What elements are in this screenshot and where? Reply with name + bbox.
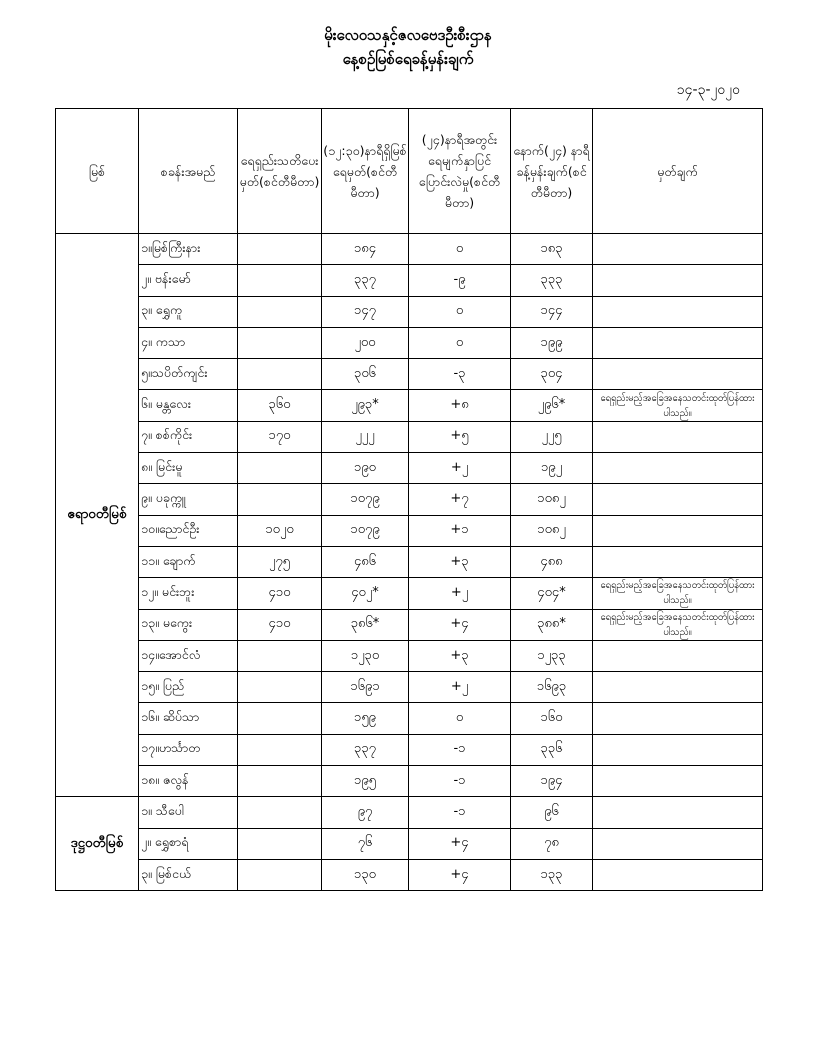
table-row <box>56 265 763 296</box>
change-cell: -၃ <box>409 359 511 390</box>
station-cell: ၇။ စစ်ကိုင်း <box>139 421 238 452</box>
danger-level-cell <box>238 453 322 484</box>
table-header-row <box>56 109 763 234</box>
forecast-cell: ၁၉၂ <box>511 453 593 484</box>
station-cell: ၁၅။ ပြည် <box>139 672 238 703</box>
remark-cell <box>593 515 763 546</box>
station-cell: ၉။ ပခုက္ကူ <box>139 484 238 515</box>
table-row <box>56 421 763 452</box>
remark-cell <box>593 327 763 358</box>
remark-cell <box>593 640 763 671</box>
change-cell: -၁ <box>409 766 511 797</box>
change-cell: +၂ <box>409 672 511 703</box>
danger-level-cell <box>238 234 322 265</box>
change-cell: +၂ <box>409 578 511 609</box>
forecast-cell: ၄၈၈ <box>511 546 593 577</box>
forecast-cell: ၁၈၃ <box>511 234 593 265</box>
water-level-cell: ၃၈၆* <box>322 609 409 640</box>
change-cell: +၄ <box>409 859 511 890</box>
danger-level-cell: ၂၇၅ <box>238 546 322 577</box>
station-cell: ၁၀။ညောင်ဦး <box>139 515 238 546</box>
table-row <box>56 828 763 859</box>
danger-level-cell <box>238 296 322 327</box>
water-level-cell: ၂၀၀ <box>322 327 409 358</box>
forecast-cell: ၁၉၄ <box>511 766 593 797</box>
table-row <box>56 578 763 609</box>
danger-level-cell <box>238 797 322 828</box>
water-level-cell: ၁၉၅ <box>322 766 409 797</box>
change-cell: +၁ <box>409 515 511 546</box>
water-level-cell: ၄၈၆ <box>322 546 409 577</box>
remark-cell: ရေရှည်းမည့်အခြေအနေသတင်းထုတ်ပြန်ထားပါသည်။ <box>593 390 763 421</box>
remark-cell <box>593 234 763 265</box>
table-row <box>56 703 763 734</box>
water-level-cell: ၉၇ <box>322 797 409 828</box>
header-river: မြစ် <box>56 109 139 234</box>
water-level-cell: ၄၀၂* <box>322 578 409 609</box>
change-cell: ၀ <box>409 296 511 327</box>
water-level-cell: ၁၉၀ <box>322 453 409 484</box>
danger-level-cell <box>238 734 322 765</box>
table-row <box>56 359 763 390</box>
forecast-cell: ၁၀၈၂ <box>511 515 593 546</box>
water-level-cell: ၂၂၂ <box>322 421 409 452</box>
header-forecast: နောက်(၂၄) နာရီခန့်မှန်းချက်(စင်တီမီတာ) <box>511 109 593 234</box>
forecast-cell: ၃၀၄ <box>511 359 593 390</box>
table-row <box>56 672 763 703</box>
table-row <box>56 296 763 327</box>
report-date: ၁၄-၃-၂၀၂၀ <box>676 82 740 98</box>
station-cell: ၆။ မန္တလေး <box>139 390 238 421</box>
forecast-cell: ၁၀၈၂ <box>511 484 593 515</box>
remark-cell <box>593 546 763 577</box>
document-title: မိုးလေဝသနှင့်ဇလဗေဒဦးစီးဌာန <box>324 26 492 44</box>
header-water-level: (၁၂:၃၀)နာရီရှိမြစ်ရေမှတ်(စင်တီမီတာ) <box>322 109 409 234</box>
change-cell: -၉ <box>409 265 511 296</box>
forecast-cell: ၁၃၃ <box>511 859 593 890</box>
station-cell: ၁၆။ ဆိပ်သာ <box>139 703 238 734</box>
table-row <box>56 640 763 671</box>
remark-cell <box>593 797 763 828</box>
change-cell: +၃ <box>409 546 511 577</box>
remark-cell <box>593 421 763 452</box>
water-level-cell: ၇၆ <box>322 828 409 859</box>
change-cell: +၄ <box>409 828 511 859</box>
header-change-24h: (၂၄)နာရီအတွင်းရေမျက်နှာပြင်ပြောင်းလဲမှု(စင်တီမီတာ) <box>409 109 511 234</box>
forecast-cell: ၁၆၀ <box>511 703 593 734</box>
station-cell: ၁၁။ ချောက် <box>139 546 238 577</box>
document-subtitle: နေ့စဉ်မြစ်ရေခန့်မှန်းချက် <box>342 50 474 68</box>
station-cell: ၂။ ရွှေစာရံ <box>139 828 238 859</box>
header-danger-level: ရေရှည်းသတိပေးမှတ်(စင်တီမီတာ) <box>238 109 322 234</box>
remark-cell <box>593 359 763 390</box>
table-row <box>56 390 763 421</box>
station-cell: ၁၃။ မကွေး <box>139 609 238 640</box>
water-level-cell: ၁၂၃၀ <box>322 640 409 671</box>
danger-level-cell <box>238 672 322 703</box>
forecast-cell: ၃၃၃ <box>511 265 593 296</box>
remark-cell: ရေရှည်းမည့်အခြေအနေသတင်းထုတ်ပြန်ထားပါသည်။ <box>593 609 763 640</box>
forecast-cell: ၉၆ <box>511 797 593 828</box>
remark-cell <box>593 703 763 734</box>
remark-cell <box>593 828 763 859</box>
danger-level-cell <box>238 265 322 296</box>
water-level-cell: ၁၈၄ <box>322 234 409 265</box>
station-cell: ၅။သပိတ်ကျင်း <box>139 359 238 390</box>
danger-level-cell: ၄၁၀ <box>238 578 322 609</box>
remark-cell <box>593 672 763 703</box>
change-cell: +၄ <box>409 609 511 640</box>
header-remarks: မှတ်ချက် <box>593 109 763 234</box>
remark-cell <box>593 453 763 484</box>
table-row <box>56 609 763 640</box>
water-level-cell: ၃၀၆ <box>322 359 409 390</box>
table-row <box>56 734 763 765</box>
river-group-cell: ဧရာဝတီမြစ် <box>56 234 139 797</box>
change-cell: +၅ <box>409 421 511 452</box>
water-level-cell: ၁၀၇၉ <box>322 515 409 546</box>
table-row <box>56 797 763 828</box>
danger-level-cell <box>238 828 322 859</box>
forecast-cell: ၂၉၆* <box>511 390 593 421</box>
danger-level-cell <box>238 859 322 890</box>
water-level-cell: ၁၄၇ <box>322 296 409 327</box>
station-cell: ၄။ ကသာ <box>139 327 238 358</box>
danger-level-cell: ၃၆၀ <box>238 390 322 421</box>
forecast-cell: ၃၈၈* <box>511 609 593 640</box>
station-cell: ၂။ ဗန်းမော် <box>139 265 238 296</box>
water-level-cell: ၂၉၃* <box>322 390 409 421</box>
forecast-cell: ၄၀၄* <box>511 578 593 609</box>
station-cell: ၁၂။ မင်းဘူး <box>139 578 238 609</box>
station-cell: ၁။ သီပေါ <box>139 797 238 828</box>
water-level-cell: ၁၀၇၉ <box>322 484 409 515</box>
river-level-table <box>55 108 763 891</box>
change-cell: ၀ <box>409 234 511 265</box>
change-cell: +၃ <box>409 640 511 671</box>
table-row <box>56 484 763 515</box>
danger-level-cell: ၄၁၀ <box>238 609 322 640</box>
remark-cell <box>593 296 763 327</box>
station-cell: ၃။ ရွှေကူ <box>139 296 238 327</box>
table-row <box>56 859 763 890</box>
table-row <box>56 515 763 546</box>
table-row <box>56 546 763 577</box>
danger-level-cell <box>238 359 322 390</box>
change-cell: ၀ <box>409 327 511 358</box>
change-cell: +၇ <box>409 484 511 515</box>
danger-level-cell <box>238 484 322 515</box>
change-cell: -၁ <box>409 734 511 765</box>
change-cell: ၀ <box>409 703 511 734</box>
forecast-cell: ၂၂၅ <box>511 421 593 452</box>
danger-level-cell <box>238 766 322 797</box>
water-level-cell: ၃၃၇ <box>322 734 409 765</box>
water-level-cell: ၃၃၇ <box>322 265 409 296</box>
table-row <box>56 453 763 484</box>
danger-level-cell: ၁၇၀ <box>238 421 322 452</box>
water-level-cell: ၁၅၉ <box>322 703 409 734</box>
danger-level-cell <box>238 640 322 671</box>
table-body <box>56 234 763 891</box>
river-group-cell: ဒုဋ္ဌဝတီမြစ် <box>56 797 139 891</box>
table-row <box>56 327 763 358</box>
forecast-cell: ၇၈ <box>511 828 593 859</box>
change-cell: +၂ <box>409 453 511 484</box>
remark-cell: ရေရှည်းမည့်အခြေအနေသတင်းထုတ်ပြန်ထားပါသည်။ <box>593 578 763 609</box>
station-cell: ၃။ မြစ်ငယ် <box>139 859 238 890</box>
danger-level-cell: ၁၀၂၀ <box>238 515 322 546</box>
forecast-cell: ၃၃၆ <box>511 734 593 765</box>
station-cell: ၁။မြစ်ကြီးနား <box>139 234 238 265</box>
forecast-cell: ၁၂၃၃ <box>511 640 593 671</box>
station-cell: ၈။ မြင်းမူ <box>139 453 238 484</box>
danger-level-cell <box>238 703 322 734</box>
water-level-cell: ၁၆၉၁ <box>322 672 409 703</box>
remark-cell <box>593 766 763 797</box>
table-row <box>56 234 763 265</box>
change-cell: -၁ <box>409 797 511 828</box>
table-row <box>56 766 763 797</box>
change-cell: +၈ <box>409 390 511 421</box>
station-cell: ၁၈။ ဇလွန် <box>139 766 238 797</box>
station-cell: ၁၄။အောင်လံ <box>139 640 238 671</box>
remark-cell <box>593 484 763 515</box>
remark-cell <box>593 859 763 890</box>
water-level-cell: ၁၃၀ <box>322 859 409 890</box>
remark-cell <box>593 734 763 765</box>
header-station: စခန်းအမည် <box>139 109 238 234</box>
forecast-cell: ၁၄၄ <box>511 296 593 327</box>
remark-cell <box>593 265 763 296</box>
forecast-cell: ၁၉၉ <box>511 327 593 358</box>
danger-level-cell <box>238 327 322 358</box>
station-cell: ၁၇။ဟင်္သာတ <box>139 734 238 765</box>
forecast-cell: ၁၆၉၃ <box>511 672 593 703</box>
